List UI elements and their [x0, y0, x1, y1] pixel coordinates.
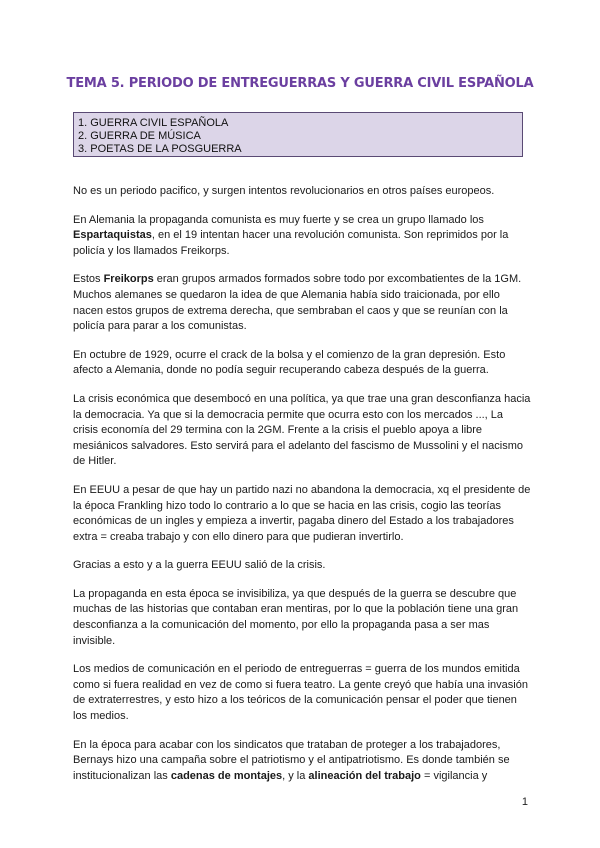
bold-term: Espartaquistas	[73, 229, 152, 242]
paragraph	[73, 392, 531, 470]
paragraph	[73, 738, 531, 785]
paragraph-text: En octubre de 1929, ocurre el crack de la bolsa y el comienzo de la gran depresión. Esto afecto a Alemania, donde no podía seguir recuperando cabeza después de la guerra.	[73, 348, 506, 377]
paragraph	[73, 184, 531, 200]
paragraph-text: Los medios de comunicación en el periodo de entreguerras = guerra de los mundos emitida como si fuera realidad en vez de como si fuera teatro. La gente creyó que había una invasión de extraterrestres, y esto hizo a los teóricos de la comunicación pensar el poder que tienen los medios.	[73, 663, 528, 723]
toc-item: 1. GUERRA CIVIL ESPAÑOLA	[78, 117, 229, 129]
page-number: 1	[521, 796, 528, 808]
paragraph-text: Gracias a esto y a la guerra EEUU salió de la crisis.	[73, 559, 326, 572]
paragraph	[73, 348, 531, 379]
bold-term: cadenas de montajes	[170, 769, 283, 782]
paragraph	[73, 272, 531, 334]
paragraph	[73, 587, 531, 649]
bold-term: Freikorps	[103, 273, 154, 286]
toc-item: 2. GUERRA DE MÚSICA	[78, 130, 201, 142]
paragraph-text: = vigilancia y	[420, 769, 488, 782]
paragraph-text: En EEUU a pesar de que hay un partido nazi no abandona la democracia, xq el presidente de la época Frankling hizo todo lo contrario a lo que se hacia en las crisis, cogio las teorías económicas de un ingles y empieza a invertir, pagaba dinero del Estado a los trabajadores extra = creaba trabajo y con ello dinero para que pudieran invertirlo.	[73, 483, 531, 543]
document-title: TEMA 5. PERIODO DE ENTREGUERRAS Y GUERRA CIVIL ESPAÑOLA	[66, 76, 534, 91]
paragraph-text: eran grupos armados formados sobre todo por excombatientes de la 1GM. Muchos alemanes se quedaron la idea de que Alemania había sido traicionada, por ello nacen estos grupos de extrema derecha, que sembraban el caos y que se reunían con la policía para parar a los comunistas.	[73, 273, 522, 333]
paragraph-text: Estos	[73, 273, 104, 286]
paragraph-text: En Alemania la propaganda comunista es muy fuerte y se crea un grupo llamado los	[73, 213, 484, 226]
paragraph	[73, 662, 531, 724]
paragraph	[73, 558, 531, 574]
paragraph-text: , en el 19 intentan hacer una revolución comunista. Son reprimidos por la policía y los llamados Freikorps.	[73, 229, 509, 257]
paragraph-text: La crisis económica que desembocó en una política, ya que trae una gran desconfianza hacia la democracia. Ya que si la democracia permite que ocurra esto con los mercados ..., La crisis economía del 29 termina con la 2GM. Frente a la crisis el pueblo apoya a libre mesiánicos salvadores. Esto servirá para el adelanto del fascismo de Mussolini y el nacismo de Hitler.	[73, 392, 531, 468]
document-body	[73, 184, 531, 797]
paragraph-text: No es un periodo pacifico, y surgen intentos revolucionarios en otros países europeos.	[73, 185, 495, 197]
paragraph-text: , y la	[282, 769, 309, 782]
bold-term: alineación del trabajo	[308, 769, 421, 782]
paragraph-text: En la época para acabar con los sindicatos que trataban de proteger a los trabajadores, Bernays hizo una campaña sobre el patriotismo y el antipatriotismo. Es donde también se institucionalizan las	[73, 738, 510, 782]
paragraph	[73, 483, 531, 545]
toc-item: 3. POETAS DE LA POSGUERRA	[78, 143, 242, 155]
table-of-contents	[73, 112, 523, 157]
paragraph-text: La propaganda en esta época se invisibiliza, ya que después de la guerra se descubre que muchas de las historias que contaban eran mentiras, por lo que la población tiene una gran desconfianza a la comunicación del momento, por ello la propaganda pasa a ser mas invisible.	[73, 587, 519, 647]
paragraph	[73, 213, 531, 260]
